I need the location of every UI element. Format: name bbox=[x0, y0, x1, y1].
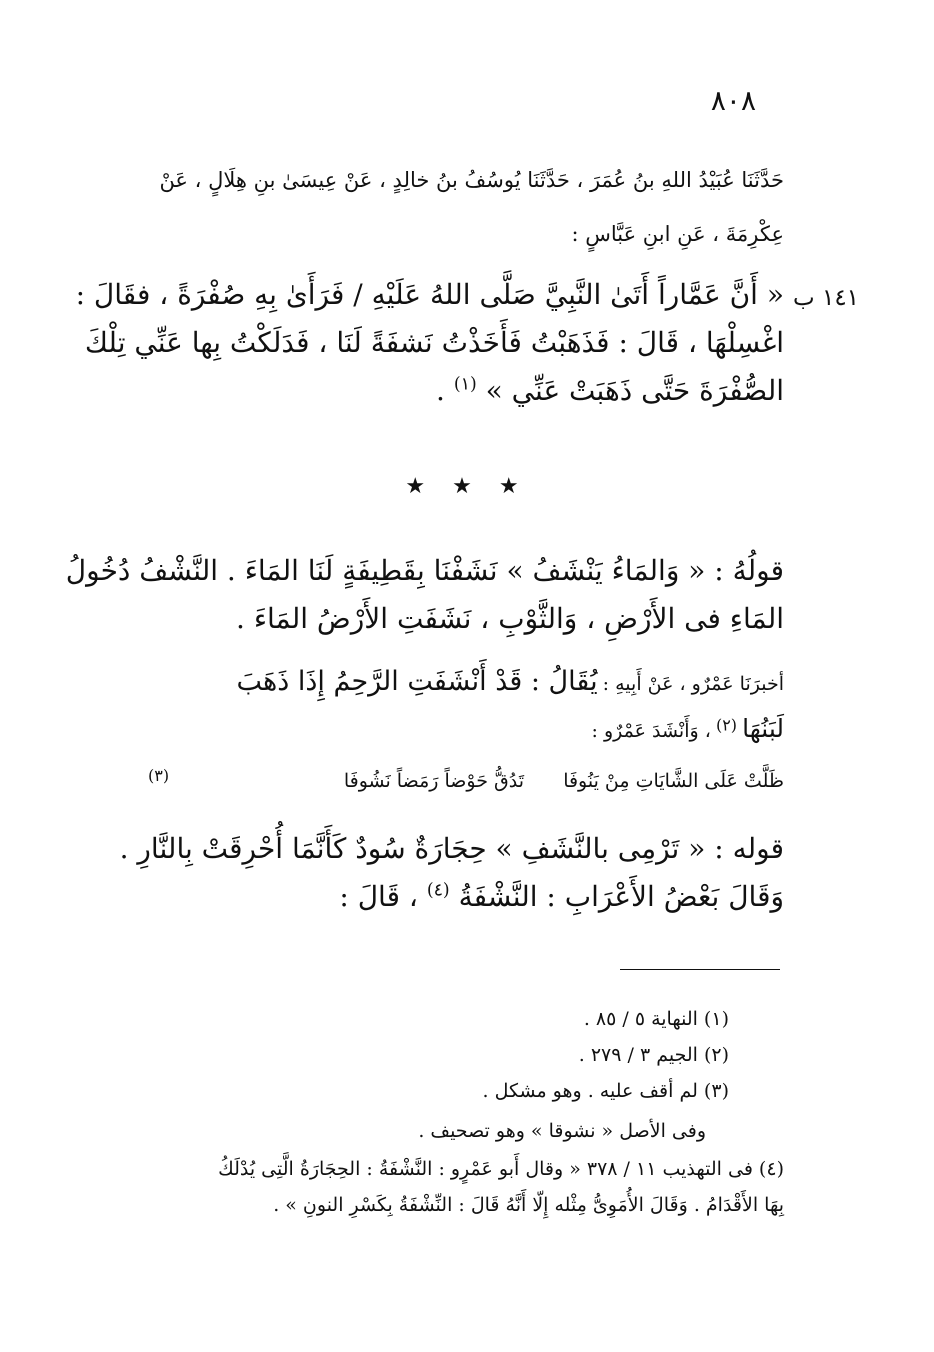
commentary-line-3 bbox=[237, 666, 784, 698]
hadith-line-3 bbox=[436, 374, 784, 408]
commentary-line-4 bbox=[592, 714, 784, 744]
commentary-line-2: المَاءِ فى الأَرْضِ ، وَالثَّوْبِ ، نَشَفَتِ الأَرْضُ المَاءَ . bbox=[236, 602, 784, 635]
footnote-divider bbox=[620, 969, 780, 970]
hadith-line-3-end: . bbox=[436, 374, 445, 407]
narration-lead: أخبرَنَا عَمْرٌو ، عَنْ أَبِيهِ : bbox=[602, 673, 784, 695]
footnote-ref-4: (٤) bbox=[426, 880, 450, 901]
poem-hemistich-2: تَدُقُّ حَوْضاً رَمَضاً نَشُوفَا bbox=[343, 770, 524, 792]
hadith-line-3-text: الصُّفْرَةَ حَتَّى ذَهَبَتْ عَنِّي » bbox=[485, 374, 784, 407]
commentary-line-6-text: وَقَالَ بَعْضُ الأَعْرَابِ : النَّشْفَةُ bbox=[458, 880, 784, 913]
footnote-4-line-1: (٤) فى التهذيب ١١ / ٣٧٨ « وقال أَبو عَمْرٍو : النَّشْفَةُ : الحِجَارَةُ الَّتِى يُدْلَكُ bbox=[218, 1158, 784, 1180]
footnote-3: (٣) لم أقف عليه . وهو مشكل . bbox=[482, 1080, 729, 1102]
isnad-line-1: حَدَّثَنَا عُبَيْدُ اللهِ بنُ عُمَرَ ، حَدَّثَنَا يُوسُفُ بنُ خالِدٍ ، عَنْ عِيسَىٰ بنِ هِلَالٍ ، عَنْ bbox=[159, 168, 784, 192]
hadith-line-2: اغْسِلْهَا ، قَالَ : فَذَهَبْتُ فَأَخَذْتُ نَشفَةً لَنَا ، فَدَلَكْتُ بِها عَنِّي تِلْكَ bbox=[84, 326, 784, 359]
footnote-3-continued: وفى الأصل « نشوقا » وهو تصحيف . bbox=[418, 1120, 706, 1142]
footnote-4-line-2: بِهَا الأَقْدَامُ . وَقَالَ الأُمَوِىُّ مِثْله إِلّا أَنَّهُ قَالَ : النِّشْفَةُ بِكَسْرِ النونِ » . bbox=[273, 1194, 784, 1216]
isnad-line-2: عِكْرِمَةَ ، عَنِ ابنِ عَبَّاسٍ : bbox=[571, 222, 784, 246]
hadith-line-1: « أَنَّ عَمَّاراً أَتَىٰ النَّبِيَّ صَلَّى اللهُ عَلَيْهِ / فَرَأَىٰ بِهِ صُفْرَةً ، فقَالَ : bbox=[75, 278, 784, 311]
narration-text: يُقَالُ : قَدْ أَنْشَفَتِ الرَّحِمُ إِذَا ذَهَبَ bbox=[236, 666, 598, 697]
commentary-line-1: قولُهُ : « وَالمَاءُ يَنْشَفُ » نَشَفْنَا بِقَطِيفَةٍ لَنَا المَاءَ . النَّشْفُ دُخُولُ bbox=[65, 554, 784, 587]
poem-hemistich-1: ظَلَّتْ عَلَى الشَّايَاتِ مِنْ يَنُوفَا bbox=[563, 770, 784, 792]
section-separator: ★ ★ ★ bbox=[405, 474, 529, 499]
narration-tail: ، وَأَنْشَدَ عَمْرٌو : bbox=[591, 720, 711, 742]
manuscript-folio-note: ١٤١ ب bbox=[793, 285, 860, 311]
page-number: ٨٠٨ bbox=[710, 84, 756, 117]
commentary-line-6-end: ، قَالَ : bbox=[339, 880, 418, 913]
footnote-ref-2: (٢) bbox=[715, 715, 738, 735]
commentary-line-5: قوله : « تَرْمِى بالنَّشَفِ » حِجَارَةٌ سُودٌ كَأَنَّمَا أُحْرِقَتْ بِالنَّارِ . bbox=[119, 832, 784, 865]
footnote-ref-3: (٣) bbox=[148, 766, 170, 785]
footnote-ref-1: (١) bbox=[453, 374, 477, 395]
narration-word: لَبَنُهَا bbox=[742, 714, 784, 743]
footnote-1: (١) النهاية ٥ / ٨٥ . bbox=[583, 1008, 729, 1030]
commentary-line-6 bbox=[339, 880, 784, 914]
footnote-2: (٢) الجيم ٣ / ٢٧٩ . bbox=[578, 1044, 729, 1066]
